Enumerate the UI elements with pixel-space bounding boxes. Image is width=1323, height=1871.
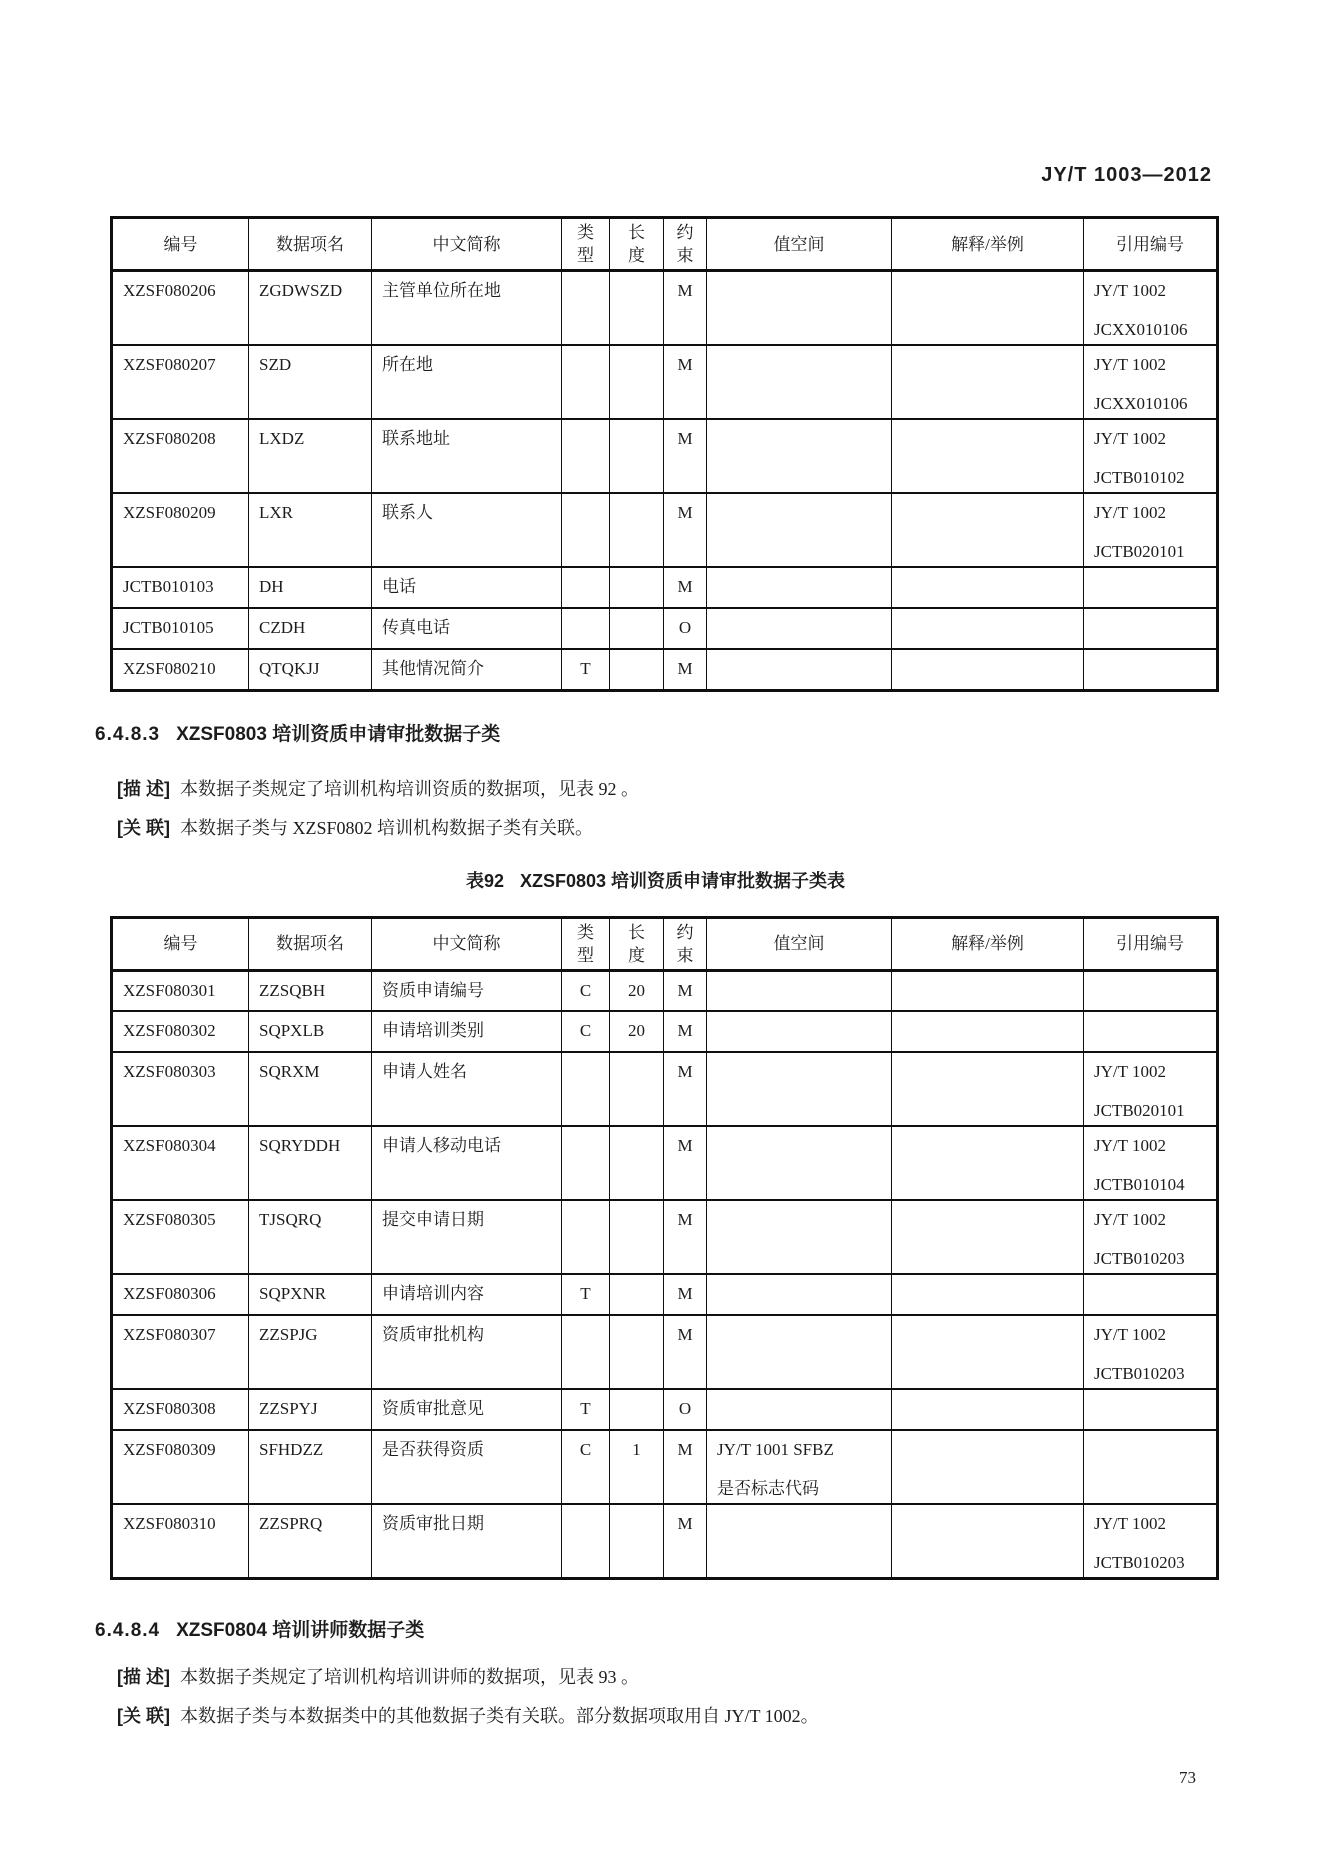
table-cell xyxy=(1084,649,1218,690)
table-row xyxy=(112,1504,1218,1579)
table-cell: ZZSPJG xyxy=(249,1315,372,1389)
table-cell: M xyxy=(664,1504,707,1579)
table-cell xyxy=(892,1389,1084,1430)
table-cell xyxy=(707,345,892,419)
table-cell xyxy=(892,271,1084,346)
table-cell xyxy=(562,419,610,493)
table-cell xyxy=(562,567,610,608)
table-cell: SQRXM xyxy=(249,1052,372,1126)
table-cell: M xyxy=(664,1052,707,1126)
column-header: 长 度 xyxy=(610,218,664,271)
table-cell xyxy=(892,1200,1084,1274)
table-cell: 其他情况简介 xyxy=(372,649,562,690)
table-cell xyxy=(562,608,610,649)
table-row xyxy=(112,1389,1218,1430)
table-cell: ZZSPYJ xyxy=(249,1389,372,1430)
table-cell xyxy=(892,649,1084,690)
data-table-previous-section xyxy=(110,216,1219,692)
table-cell: XZSF080306 xyxy=(112,1274,249,1315)
table-cell: XZSF080310 xyxy=(112,1504,249,1579)
table-cell xyxy=(562,345,610,419)
table-cell xyxy=(610,1504,664,1579)
table-cell xyxy=(707,271,892,346)
table-cell: T xyxy=(562,1389,610,1430)
table-cell: JY/T 1002 JCXX010106 xyxy=(1084,271,1218,346)
table-cell xyxy=(892,608,1084,649)
table-cell: LXR xyxy=(249,493,372,567)
table-cell: SFHDZZ xyxy=(249,1430,372,1504)
table-cell xyxy=(707,1274,892,1315)
table-cell xyxy=(707,1200,892,1274)
doc-number: JY/T 1003—2012 xyxy=(1041,164,1212,186)
table-cell xyxy=(562,271,610,346)
column-header: 引用编号 xyxy=(1084,218,1218,271)
column-header: 中文简称 xyxy=(372,917,562,970)
section-heading-6-4-8-4 xyxy=(95,1618,1216,1644)
table-cell: M xyxy=(664,419,707,493)
column-header: 约 束 xyxy=(664,917,707,970)
table-row xyxy=(112,649,1218,690)
column-header: 类 型 xyxy=(562,917,610,970)
column-header: 类 型 xyxy=(562,218,610,271)
table-cell: JY/T 1002 JCTB010203 xyxy=(1084,1315,1218,1389)
table-cell xyxy=(707,1504,892,1579)
column-header: 解释/举例 xyxy=(892,917,1084,970)
description-label: [描 述] xyxy=(117,1667,170,1687)
table-row xyxy=(112,567,1218,608)
table-cell xyxy=(892,1274,1084,1315)
table-cell xyxy=(562,1200,610,1274)
table-cell xyxy=(892,1430,1084,1504)
table-cell: XZSF080308 xyxy=(112,1389,249,1430)
column-header: 解释/举例 xyxy=(892,218,1084,271)
table-cell xyxy=(892,970,1084,1011)
table-cell xyxy=(610,271,664,346)
table-cell: DH xyxy=(249,567,372,608)
table-cell: ZZSPRQ xyxy=(249,1504,372,1579)
table-cell: 传真电话 xyxy=(372,608,562,649)
table-cell: M xyxy=(664,567,707,608)
table-row xyxy=(112,1011,1218,1052)
table-cell: O xyxy=(664,1389,707,1430)
table-cell: SQRYDDH xyxy=(249,1126,372,1200)
table-cell: M xyxy=(664,493,707,567)
table-cell: ZGDWSZD xyxy=(249,271,372,346)
section-number: 6.4.8.3 xyxy=(95,723,161,745)
table-cell: T xyxy=(562,649,610,690)
table-cell xyxy=(707,567,892,608)
table-cell xyxy=(1084,608,1218,649)
table-cell: JCTB010105 xyxy=(112,608,249,649)
table-cell xyxy=(562,493,610,567)
table-cell: 资质审批意见 xyxy=(372,1389,562,1430)
table-cell xyxy=(562,1315,610,1389)
table-cell: O xyxy=(664,608,707,649)
table-row xyxy=(112,1052,1218,1126)
table-cell: ZZSQBH xyxy=(249,970,372,1011)
column-header: 数据项名 xyxy=(249,218,372,271)
table-cell xyxy=(562,1126,610,1200)
table-row xyxy=(112,493,1218,567)
description-paragraph xyxy=(117,776,1216,802)
table-cell xyxy=(1084,970,1218,1011)
table-cell: XZSF080207 xyxy=(112,345,249,419)
relation-label: [关 联] xyxy=(117,1706,170,1726)
table-cell: XZSF080302 xyxy=(112,1011,249,1052)
table-row xyxy=(112,1315,1218,1389)
table-cell: XZSF080301 xyxy=(112,970,249,1011)
table-row xyxy=(112,608,1218,649)
table-cell xyxy=(707,1011,892,1052)
table-header-row xyxy=(112,218,1218,271)
column-header: 值空间 xyxy=(707,218,892,271)
section-title: XZSF0803 培训资质申请审批数据子类 xyxy=(176,723,501,745)
table-cell xyxy=(707,1315,892,1389)
table-cell: T xyxy=(562,1274,610,1315)
relation-text: 本数据子类与 XZSF0802 培训机构数据子类有关联。 xyxy=(180,817,594,838)
column-header: 编号 xyxy=(112,917,249,970)
table-header-row xyxy=(112,917,1218,970)
table-cell xyxy=(610,1052,664,1126)
table-cell: M xyxy=(664,1430,707,1504)
table-cell: M xyxy=(664,1011,707,1052)
table-cell: 资质审批日期 xyxy=(372,1504,562,1579)
table-cell xyxy=(610,345,664,419)
table-cell: M xyxy=(664,345,707,419)
table-cell: XZSF080209 xyxy=(112,493,249,567)
description-paragraph xyxy=(117,1664,1216,1690)
table-cell: M xyxy=(664,649,707,690)
table-cell: 20 xyxy=(610,970,664,1011)
table-cell xyxy=(707,608,892,649)
table-row xyxy=(112,1200,1218,1274)
data-table-92 xyxy=(110,916,1219,1581)
page-number: 73 xyxy=(1179,1768,1196,1787)
table-cell xyxy=(562,1052,610,1126)
table-cell: C xyxy=(562,970,610,1011)
column-header: 值空间 xyxy=(707,917,892,970)
relation-paragraph xyxy=(117,815,1216,841)
table-cell: 是否获得资质 xyxy=(372,1430,562,1504)
table-cell: 提交申请日期 xyxy=(372,1200,562,1274)
table-cell: 资质申请编号 xyxy=(372,970,562,1011)
table-cell: M xyxy=(664,271,707,346)
column-header: 中文简称 xyxy=(372,218,562,271)
section-heading-6-4-8-3 xyxy=(95,722,1216,748)
table-cell xyxy=(610,1126,664,1200)
table-cell: SQPXLB xyxy=(249,1011,372,1052)
section-number: 6.4.8.4 xyxy=(95,1620,161,1641)
table-cell: JY/T 1002 JCTB010102 xyxy=(1084,419,1218,493)
table-cell: M xyxy=(664,1274,707,1315)
table-cell: XZSF080305 xyxy=(112,1200,249,1274)
document-page xyxy=(95,0,1216,1790)
table-cell xyxy=(610,419,664,493)
column-header: 长 度 xyxy=(610,917,664,970)
table-cell xyxy=(892,1126,1084,1200)
table-cell: XZSF080307 xyxy=(112,1315,249,1389)
table-cell xyxy=(610,1274,664,1315)
table-row xyxy=(112,1274,1218,1315)
table-cell: 申请培训内容 xyxy=(372,1274,562,1315)
column-header: 约 束 xyxy=(664,218,707,271)
table-cell xyxy=(562,1504,610,1579)
table-cell: JCTB010103 xyxy=(112,567,249,608)
table-cell xyxy=(707,1389,892,1430)
table-cell xyxy=(707,649,892,690)
table-cell xyxy=(707,493,892,567)
table-cell: JY/T 1002 JCTB020101 xyxy=(1084,493,1218,567)
table-cell: XZSF080206 xyxy=(112,271,249,346)
table-cell: 主管单位所在地 xyxy=(372,271,562,346)
table-cell xyxy=(892,1315,1084,1389)
table-cell xyxy=(1084,567,1218,608)
table-cell xyxy=(892,419,1084,493)
table-cell: 申请人姓名 xyxy=(372,1052,562,1126)
table-cell: C xyxy=(562,1011,610,1052)
table-cell: 资质审批机构 xyxy=(372,1315,562,1389)
section-title: XZSF0804 培训讲师数据子类 xyxy=(176,1620,425,1641)
table-cell: 申请人移动电话 xyxy=(372,1126,562,1200)
table-cell xyxy=(892,1052,1084,1126)
table-cell: SQPXNR xyxy=(249,1274,372,1315)
table-cell: XZSF080309 xyxy=(112,1430,249,1504)
table-cell: JY/T 1002 JCTB010203 xyxy=(1084,1200,1218,1274)
table-cell: M xyxy=(664,1126,707,1200)
table-cell: XZSF080303 xyxy=(112,1052,249,1126)
table-cell: JY/T 1002 JCTB020101 xyxy=(1084,1052,1218,1126)
table-row xyxy=(112,271,1218,346)
description-label: [描 述] xyxy=(117,778,170,799)
table-cell xyxy=(707,419,892,493)
table-cell xyxy=(610,493,664,567)
table-cell xyxy=(892,1504,1084,1579)
description-text: 本数据子类规定了培训机构培训资质的数据项，见表 92 。 xyxy=(180,778,639,799)
table-cell xyxy=(610,649,664,690)
table-cell: 联系人 xyxy=(372,493,562,567)
table-cell: C xyxy=(562,1430,610,1504)
table-cell xyxy=(610,567,664,608)
column-header: 编号 xyxy=(112,218,249,271)
table-cell: JY/T 1002 JCTB010104 xyxy=(1084,1126,1218,1200)
table-cell: CZDH xyxy=(249,608,372,649)
table-cell xyxy=(1084,1430,1218,1504)
column-header: 引用编号 xyxy=(1084,917,1218,970)
table-row xyxy=(112,1126,1218,1200)
table-cell xyxy=(707,1052,892,1126)
relation-paragraph xyxy=(117,1703,1216,1729)
description-text: 本数据子类规定了培训机构培训讲师的数据项，见表 93 。 xyxy=(180,1667,639,1687)
table-cell: XZSF080304 xyxy=(112,1126,249,1200)
table-cell xyxy=(610,1389,664,1430)
table-cell xyxy=(1084,1389,1218,1430)
table-caption-title: XZSF0803 培训资质申请审批数据子类表 xyxy=(519,870,846,891)
table-92-caption xyxy=(95,868,1216,894)
table-cell: 联系地址 xyxy=(372,419,562,493)
table-row xyxy=(112,970,1218,1011)
table-cell xyxy=(610,1200,664,1274)
table-cell xyxy=(707,1126,892,1200)
table-cell: LXDZ xyxy=(249,419,372,493)
table-cell xyxy=(1084,1274,1218,1315)
table-cell: JY/T 1002 JCXX010106 xyxy=(1084,345,1218,419)
relation-label: [关 联] xyxy=(117,817,170,838)
table-cell xyxy=(610,1315,664,1389)
column-header: 数据项名 xyxy=(249,917,372,970)
table-cell: 20 xyxy=(610,1011,664,1052)
table-cell xyxy=(1084,1011,1218,1052)
table-row xyxy=(112,1430,1218,1504)
table-cell: JY/T 1002 JCTB010203 xyxy=(1084,1504,1218,1579)
table-caption-number: 表92 xyxy=(465,870,504,891)
table-cell xyxy=(892,493,1084,567)
table-cell: M xyxy=(664,970,707,1011)
table-cell: QTQKJJ xyxy=(249,649,372,690)
relation-text: 本数据子类与本数据类中的其他数据子类有关联。部分数据项取用自 JY/T 1002。 xyxy=(180,1706,819,1726)
table-cell xyxy=(892,567,1084,608)
table-cell xyxy=(610,608,664,649)
table-cell: 所在地 xyxy=(372,345,562,419)
table-cell: XZSF080208 xyxy=(112,419,249,493)
table-cell xyxy=(892,1011,1084,1052)
table-cell: 1 xyxy=(610,1430,664,1504)
table-cell: 电话 xyxy=(372,567,562,608)
table-row xyxy=(112,345,1218,419)
table-cell: JY/T 1001 SFBZ 是否标志代码 xyxy=(707,1430,892,1504)
table-cell: M xyxy=(664,1200,707,1274)
table-row xyxy=(112,419,1218,493)
table-cell: TJSQRQ xyxy=(249,1200,372,1274)
table-cell: M xyxy=(664,1315,707,1389)
table-cell xyxy=(707,970,892,1011)
table-cell: XZSF080210 xyxy=(112,649,249,690)
table-cell: SZD xyxy=(249,345,372,419)
table-cell xyxy=(892,345,1084,419)
table-cell: 申请培训类别 xyxy=(372,1011,562,1052)
